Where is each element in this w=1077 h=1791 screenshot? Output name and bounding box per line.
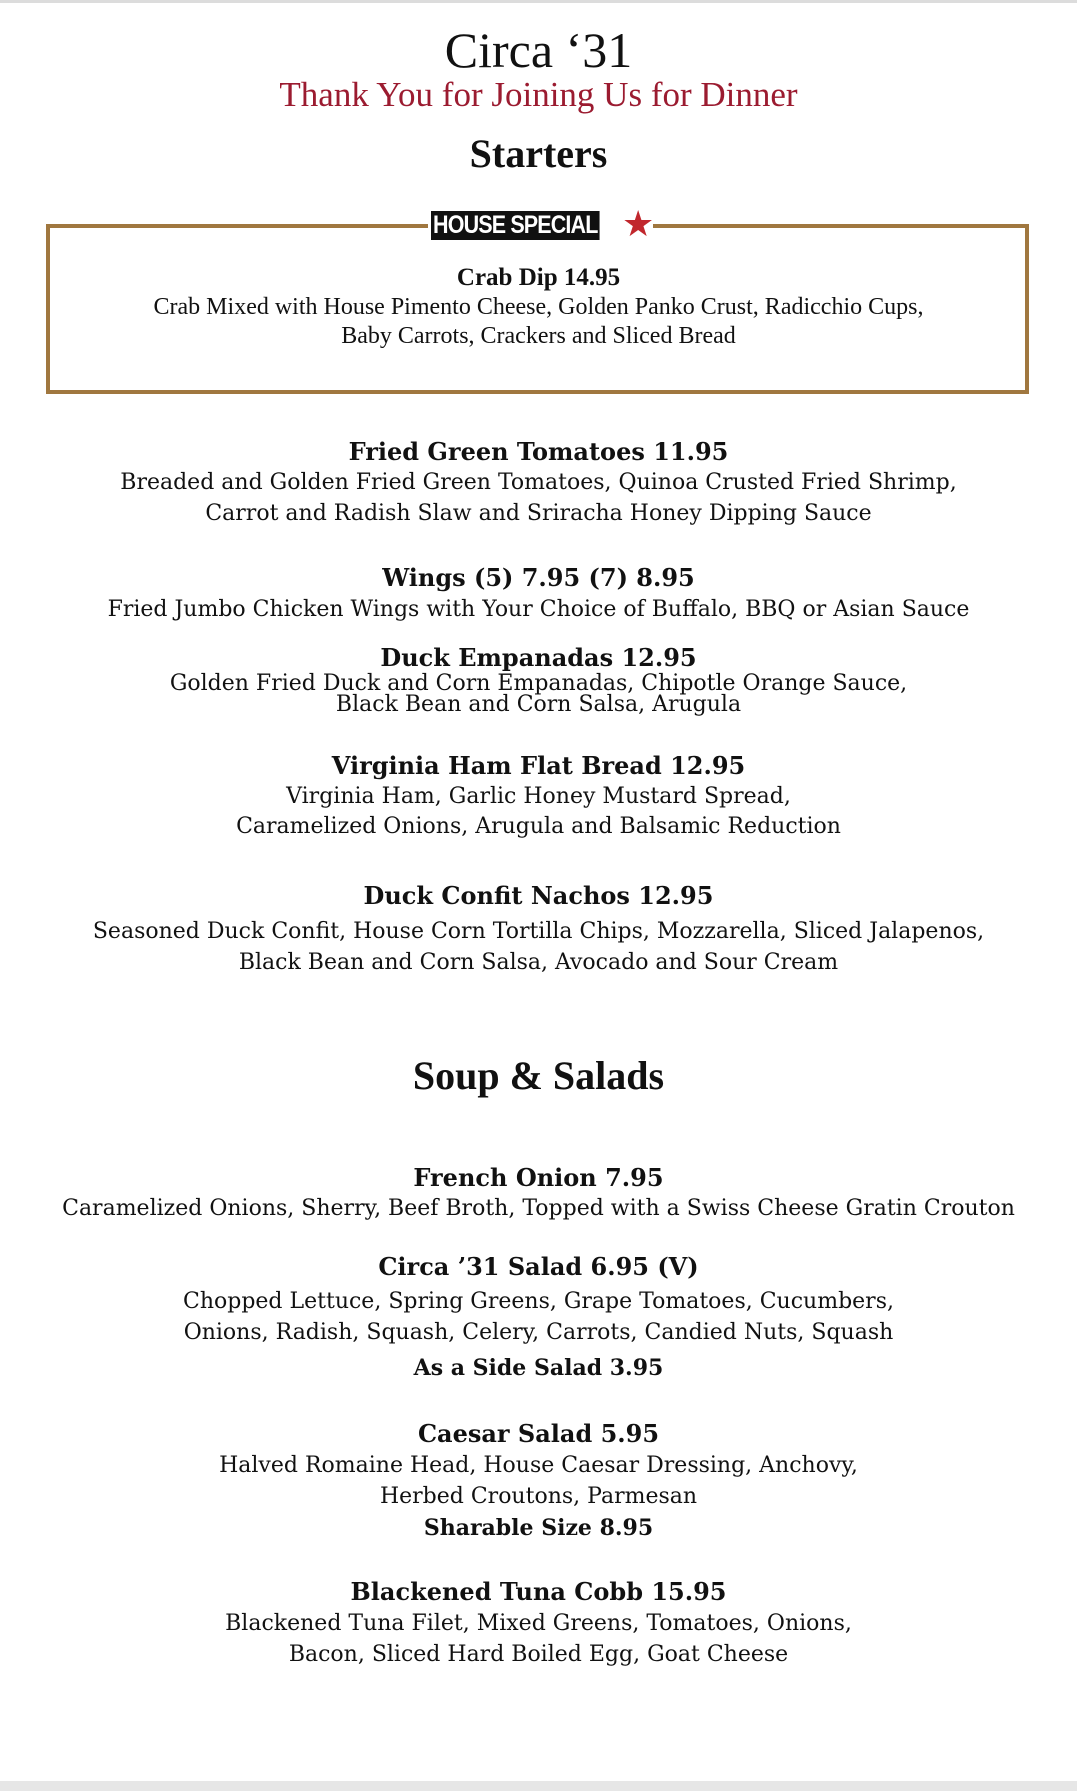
menu-item-desc: Black Bean and Corn Salsa, Arugula — [335, 692, 742, 717]
menu-item-name-blackened-tuna-cobb: Blackened Tuna Cobb 15.95 — [350, 1577, 727, 1606]
menu-item-name-virginia-ham-flat-bread: Virginia Ham Flat Bread 12.95 — [331, 751, 746, 780]
menu-item-desc: Seasoned Duck Confit, House Corn Tortilla Chips, Mozzarella, Sliced Jalapenos, — [92, 919, 985, 944]
restaurant-title: Circa ‘31 — [444, 22, 633, 78]
menu-item-desc: Fried Jumbo Chicken Wings with Your Choice of Buffalo, BBQ or Asian Sauce — [107, 597, 970, 622]
menu-item-desc: Breaded and Golden Fried Green Tomatoes, Quinoa Crusted Fried Shrimp, — [120, 470, 957, 495]
menu-item-desc: Crab Mixed with House Pimento Cheese, Golden Panko Crust, Radicchio Cups, — [153, 294, 924, 320]
menu-item-desc: Virginia Ham, Garlic Honey Mustard Spread, — [286, 784, 791, 809]
menu-item-desc: Chopped Lettuce, Spring Greens, Grape Tomatoes, Cucumbers, — [183, 1289, 894, 1314]
menu-item-desc: Golden Fried Duck and Corn Empanadas, Chipotle Orange Sauce, — [169, 671, 908, 696]
house-special-badge — [428, 204, 655, 245]
menu-item-name-crab-dip: Crab Dip 14.95 — [456, 264, 621, 291]
menu-item-extra-price: As a Side Salad 3.95 — [413, 1355, 664, 1381]
menu-item-name-fried-green-tomatoes: Fried Green Tomatoes 11.95 — [348, 437, 729, 466]
menu-item-desc: Black Bean and Corn Salsa, Avocado and Sour Cream — [238, 950, 839, 975]
star-icon: ★ — [622, 204, 655, 245]
menu-item-name-duck-empanadas: Duck Empanadas 12.95 — [380, 643, 697, 672]
menu-item-desc: Halved Romaine Head, House Caesar Dressing, Anchovy, — [219, 1453, 858, 1478]
menu-item-name-wings: Wings (5) 7.95 (7) 8.95 — [382, 563, 695, 592]
menu-item-desc: Caramelized Onions, Arugula and Balsamic Reduction — [236, 814, 841, 839]
menu-item-extra-price: Sharable Size 8.95 — [423, 1515, 654, 1541]
menu-item-desc: Caramelized Onions, Sherry, Beef Broth, Topped with a Swiss Cheese Gratin Crouton — [62, 1196, 1015, 1221]
top-border — [0, 0, 1077, 3]
menu-item-desc: Blackened Tuna Filet, Mixed Greens, Tomatoes, Onions, — [225, 1611, 852, 1636]
section-heading-soup-salads: Soup & Salads — [412, 1053, 665, 1098]
menu-item-desc: Bacon, Sliced Hard Boiled Egg, Goat Cheese — [288, 1642, 789, 1667]
menu-item-desc: Carrot and Radish Slaw and Sriracha Honey Dipping Sauce — [205, 501, 872, 526]
menu-item-name-circa-31-salad: Circa ’31 Salad 6.95 (V) — [378, 1252, 699, 1281]
menu-item-name-french-onion: French Onion 7.95 — [413, 1163, 664, 1192]
bottom-border — [0, 1781, 1077, 1791]
menu-item-name-caesar-salad: Caesar Salad 5.95 — [417, 1419, 660, 1448]
menu-item-desc: Herbed Croutons, Parmesan — [379, 1484, 698, 1509]
menu-item-desc: Onions, Radish, Squash, Celery, Carrots, Candied Nuts, Squash — [183, 1320, 894, 1345]
menu-item-desc: Baby Carrots, Crackers and Sliced Bread — [341, 323, 736, 349]
house-special-badge-label: HOUSE SPECIAL — [431, 211, 600, 240]
welcome-subtitle: Thank You for Joining Us for Dinner — [279, 75, 798, 114]
section-heading-starters: Starters — [469, 131, 608, 176]
menu-item-name-duck-confit-nachos: Duck Confit Nachos 12.95 — [363, 881, 714, 910]
